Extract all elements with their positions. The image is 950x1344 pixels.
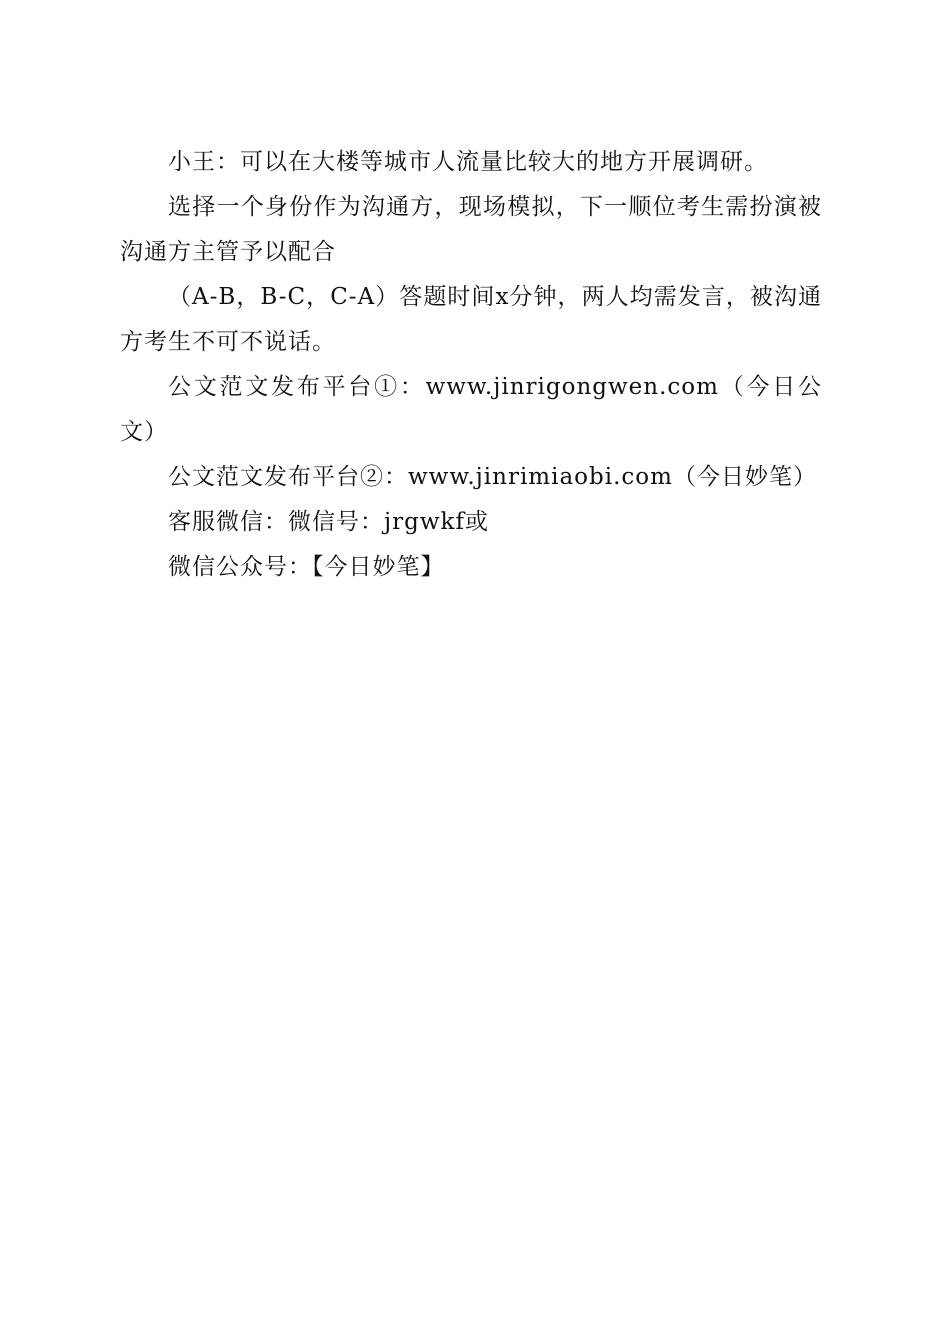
paragraph-answer-rules: （A-B，B-C，C-A）答题时间x分钟，两人均需发言，被沟通方考生不可不说话。 [120, 284, 822, 355]
document-body [120, 140, 822, 590]
paragraph-platform-1: 公文范文发布平台①：www.jinrigongwen.com（今日公文） [120, 374, 822, 445]
paragraph-service-wechat: 客服微信：微信号：jrgwkf或 [168, 509, 489, 535]
paragraph-role-simulation: 选择一个身份作为沟通方，现场模拟，下一顺位考生需扮演被沟通方主管予以配合 [120, 194, 822, 265]
paragraph-platform-2: 公文范文发布平台②：www.jinrimiaobi.com（今日妙笔） [168, 464, 817, 490]
paragraph-xiaowang-remark: 小王：可以在大楼等城市人流量比较大的地方开展调研。 [168, 149, 768, 175]
paragraph-official-account: 微信公众号：【今日妙笔】 [168, 554, 445, 580]
